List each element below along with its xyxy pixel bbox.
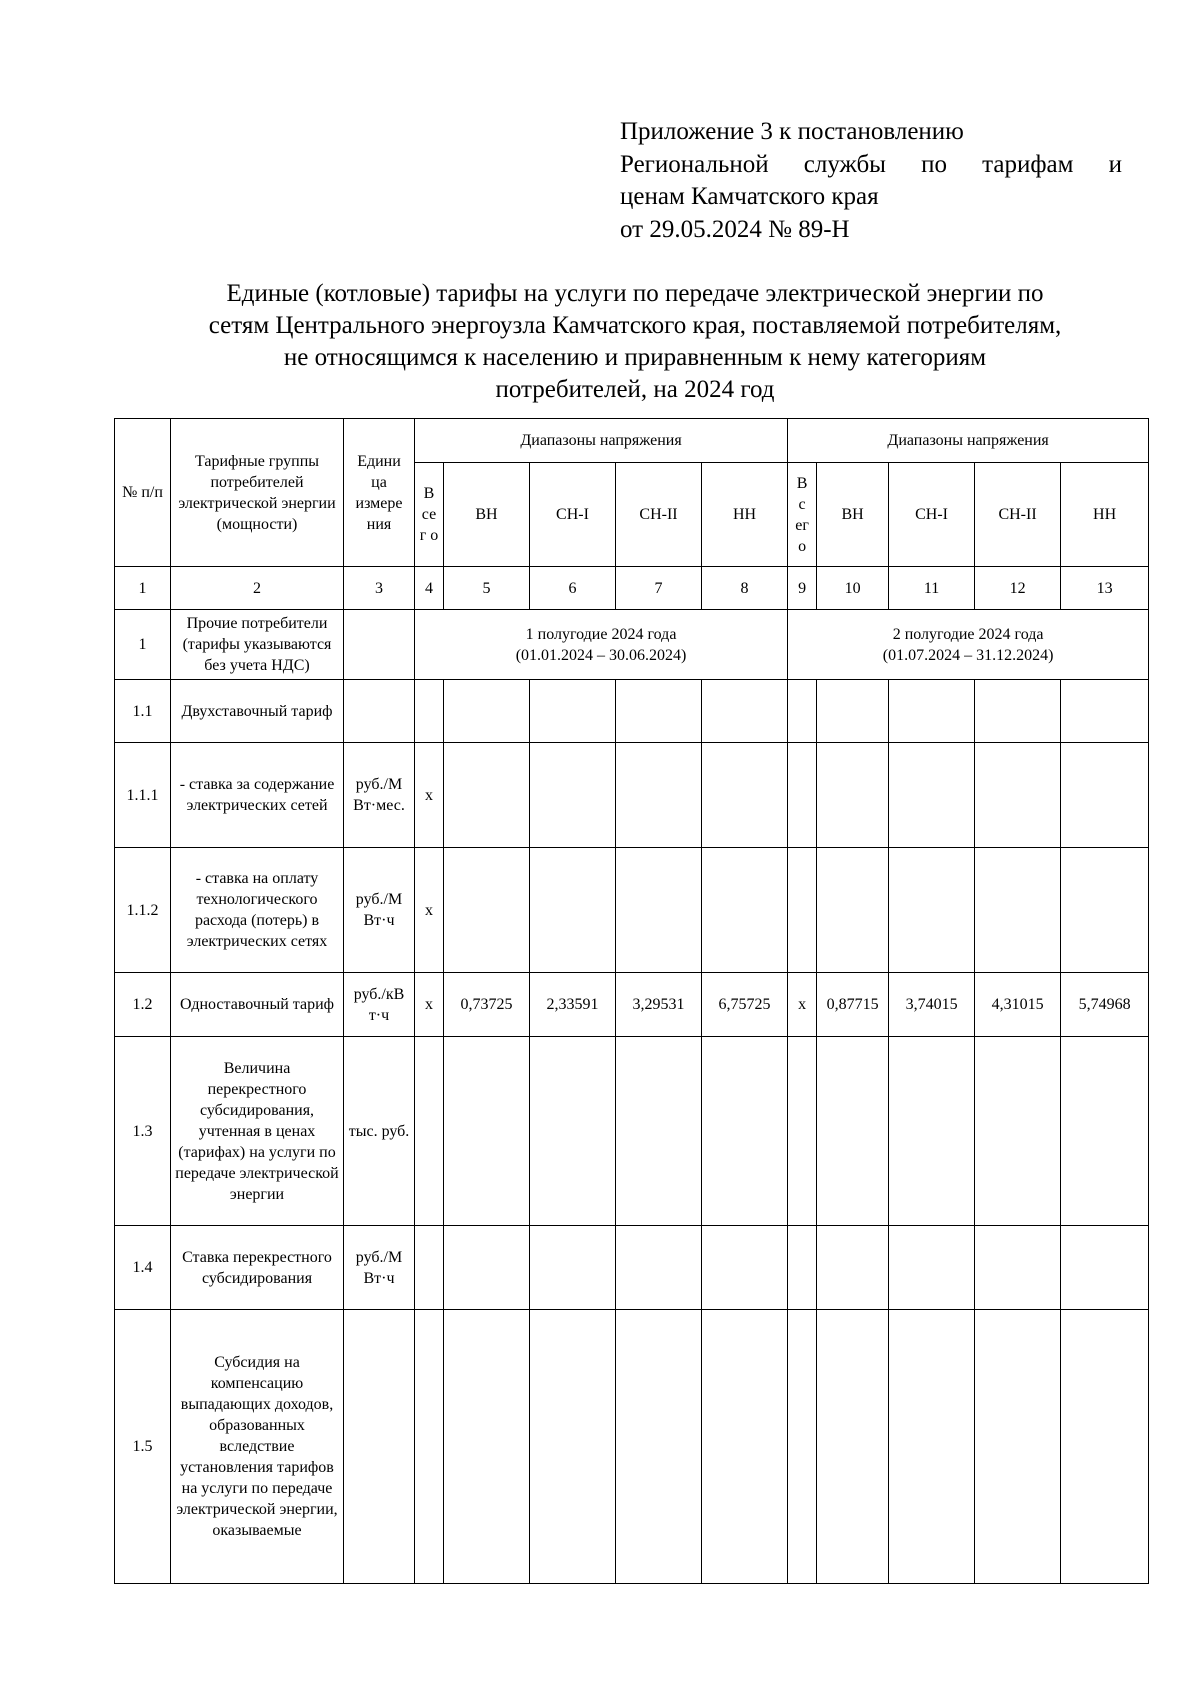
col-number: 5 xyxy=(444,567,530,610)
header-total-2: В с ег о xyxy=(788,463,817,567)
table-row xyxy=(115,1226,1149,1310)
header-total-1: В се г о xyxy=(415,463,444,567)
empty-cell xyxy=(788,1037,817,1226)
table-row xyxy=(115,1310,1149,1584)
empty-cell xyxy=(975,848,1061,973)
header-groups: Тарифные группы потребителей электрической энергии (мощности) xyxy=(171,419,344,567)
empty-cell xyxy=(788,743,817,848)
empty-cell xyxy=(1061,1226,1149,1310)
col-number: 10 xyxy=(817,567,889,610)
empty-cell xyxy=(415,1037,444,1226)
empty-cell xyxy=(702,680,788,743)
tariff-sn2-h1: 3,29531 xyxy=(616,973,702,1037)
empty-cell xyxy=(702,1037,788,1226)
row-unit: руб./кВ т·ч xyxy=(344,973,415,1037)
col-number: 6 xyxy=(530,567,616,610)
header-vn-1: ВН xyxy=(444,463,530,567)
empty-cell xyxy=(817,1310,889,1584)
tariff-vn-h1: 0,73725 xyxy=(444,973,530,1037)
empty-cell xyxy=(415,1310,444,1584)
header-ranges-1: Диапазоны напряжения xyxy=(415,419,788,463)
row-total-1: х xyxy=(415,973,444,1037)
row-name: Двухставочный тариф xyxy=(171,680,344,743)
row-name: Ставка перекрестного субсидирования xyxy=(171,1226,344,1310)
period-2-title: 2 полугодие 2024 года xyxy=(892,625,1044,643)
col-number: 1 xyxy=(115,567,171,610)
empty-cell xyxy=(1061,743,1149,848)
header-sn2-1: СН-II xyxy=(616,463,702,567)
empty-cell xyxy=(616,848,702,973)
empty-cell xyxy=(889,848,975,973)
empty-cell xyxy=(415,680,444,743)
table-row xyxy=(115,743,1149,848)
empty-cell xyxy=(889,743,975,848)
tariff-table xyxy=(114,418,1149,1584)
tariff-sn1-h1: 2,33591 xyxy=(530,973,616,1037)
period-1-dates: (01.01.2024 – 30.06.2024) xyxy=(515,646,687,664)
section-num: 1 xyxy=(115,610,171,680)
header-nn-2: НН xyxy=(1061,463,1149,567)
empty-cell xyxy=(1061,1037,1149,1226)
empty-cell xyxy=(444,1226,530,1310)
empty-cell xyxy=(616,1226,702,1310)
empty-cell xyxy=(616,1037,702,1226)
empty-cell xyxy=(788,680,817,743)
empty-cell xyxy=(975,1310,1061,1584)
col-number: 7 xyxy=(616,567,702,610)
table-row xyxy=(115,680,1149,743)
row-unit xyxy=(344,680,415,743)
table-row xyxy=(115,848,1149,973)
col-number: 2 xyxy=(171,567,344,610)
empty-cell xyxy=(975,680,1061,743)
appendix-block xyxy=(620,116,1122,246)
row-num: 1.3 xyxy=(115,1037,171,1226)
col-number: 4 xyxy=(415,567,444,610)
empty-cell xyxy=(788,848,817,973)
column-numbers-row xyxy=(115,567,1149,610)
table-row xyxy=(115,1037,1149,1226)
col-number: 11 xyxy=(889,567,975,610)
empty-cell xyxy=(616,743,702,848)
empty-cell xyxy=(975,1226,1061,1310)
title-line-4: потребителей, на 2024 год xyxy=(495,376,775,403)
title-line-3: не относящимся к населению и приравненным к нему категориям xyxy=(283,344,987,371)
empty-cell xyxy=(788,1310,817,1584)
period-2 xyxy=(788,610,1149,680)
tariff-nn-h1: 6,75725 xyxy=(702,973,788,1037)
empty-cell xyxy=(702,848,788,973)
header-unit: Едини ца измере ния xyxy=(344,419,415,567)
row-total-1: х xyxy=(415,743,444,848)
row-total-1: х xyxy=(415,848,444,973)
row-name: Одноставочный тариф xyxy=(171,973,344,1037)
header-sn1-1: СН-I xyxy=(530,463,616,567)
row-unit: тыс. руб. xyxy=(344,1037,415,1226)
empty-cell xyxy=(702,743,788,848)
empty-cell xyxy=(889,680,975,743)
empty-cell xyxy=(817,848,889,973)
empty-cell xyxy=(444,1310,530,1584)
empty-cell xyxy=(344,610,415,680)
header-ranges-2: Диапазоны напряжения xyxy=(788,419,1149,463)
row-num: 1.2 xyxy=(115,973,171,1037)
empty-cell xyxy=(1061,680,1149,743)
table-row xyxy=(115,973,1149,1037)
empty-cell xyxy=(975,1037,1061,1226)
period-1-title: 1 полугодие 2024 года xyxy=(525,625,677,643)
empty-cell xyxy=(702,1310,788,1584)
row-name: Субсидия на компенсацию выпадающих доходов, образованных вследствие установления тарифов на услуги по передаче электрической энергии, оказываемые xyxy=(171,1310,344,1584)
appendix-line-1: Приложение 3 к постановлению xyxy=(620,118,964,145)
empty-cell xyxy=(530,1310,616,1584)
empty-cell xyxy=(530,743,616,848)
appendix-line-3: ценам Камчатского края xyxy=(620,183,879,210)
row-unit: руб./М Вт·ч xyxy=(344,1226,415,1310)
col-number: 13 xyxy=(1061,567,1149,610)
row-name: - ставка за содержание электрических сетей xyxy=(171,743,344,848)
header-vn-2: ВН xyxy=(817,463,889,567)
row-unit: руб./М Вт·ч xyxy=(344,848,415,973)
empty-cell xyxy=(444,1037,530,1226)
empty-cell xyxy=(616,1310,702,1584)
row-unit: руб./М Вт·мес. xyxy=(344,743,415,848)
header-sn2-2: СН-II xyxy=(975,463,1061,567)
section-name: Прочие потребители (тарифы указываются без учета НДС) xyxy=(171,610,344,680)
title-line-1: Единые (котловые) тарифы на услуги по передаче электрической энергии по xyxy=(226,280,1044,307)
header-nn-1: НН xyxy=(702,463,788,567)
row-total-2: х xyxy=(788,973,817,1037)
row-unit xyxy=(344,1310,415,1584)
empty-cell xyxy=(817,1037,889,1226)
empty-cell xyxy=(817,1226,889,1310)
empty-cell xyxy=(702,1226,788,1310)
empty-cell xyxy=(530,680,616,743)
empty-cell xyxy=(1061,1310,1149,1584)
row-name: - ставка на оплату технологического расхода (потерь) в электрических сетях xyxy=(171,848,344,973)
tariff-nn-h2: 5,74968 xyxy=(1061,973,1149,1037)
tariff-vn-h2: 0,87715 xyxy=(817,973,889,1037)
col-number: 12 xyxy=(975,567,1061,610)
period-1 xyxy=(415,610,788,680)
row-num: 1.4 xyxy=(115,1226,171,1310)
tariff-sn1-h2: 3,74015 xyxy=(889,973,975,1037)
empty-cell xyxy=(530,1226,616,1310)
empty-cell xyxy=(889,1310,975,1584)
header-row-1 xyxy=(115,419,1149,463)
period-2-dates: (01.07.2024 – 31.12.2024) xyxy=(882,646,1054,664)
title-line-2: сетям Центрального энергоузла Камчатского края, поставляемой потребителям, xyxy=(208,312,1062,339)
empty-cell xyxy=(444,743,530,848)
empty-cell xyxy=(889,1226,975,1310)
empty-cell xyxy=(415,1226,444,1310)
col-number: 8 xyxy=(702,567,788,610)
empty-cell xyxy=(817,680,889,743)
empty-cell xyxy=(975,743,1061,848)
appendix-line-2: Региональной службы по тарифам и xyxy=(620,150,1122,178)
row-num: 1.1 xyxy=(115,680,171,743)
row-num: 1.1.2 xyxy=(115,848,171,973)
empty-cell xyxy=(616,680,702,743)
row-num: 1.1.1 xyxy=(115,743,171,848)
empty-cell xyxy=(1061,848,1149,973)
col-number: 3 xyxy=(344,567,415,610)
row-name: Величина перекрестного субсидирования, учтенная в ценах (тарифах) на услуги по передаче электрической энергии xyxy=(171,1037,344,1226)
row-num: 1.5 xyxy=(115,1310,171,1584)
section-row xyxy=(115,610,1149,680)
header-sn1-2: СН-I xyxy=(889,463,975,567)
empty-cell xyxy=(444,848,530,973)
empty-cell xyxy=(444,680,530,743)
tariff-sn2-h2: 4,31015 xyxy=(975,973,1061,1037)
empty-cell xyxy=(817,743,889,848)
col-number: 9 xyxy=(788,567,817,610)
empty-cell xyxy=(788,1226,817,1310)
appendix-line-4: от 29.05.2024 № 89-Н xyxy=(620,215,850,243)
document-title xyxy=(110,278,1160,406)
header-num: № п/п xyxy=(115,419,171,567)
empty-cell xyxy=(530,1037,616,1226)
empty-cell xyxy=(530,848,616,973)
empty-cell xyxy=(889,1037,975,1226)
